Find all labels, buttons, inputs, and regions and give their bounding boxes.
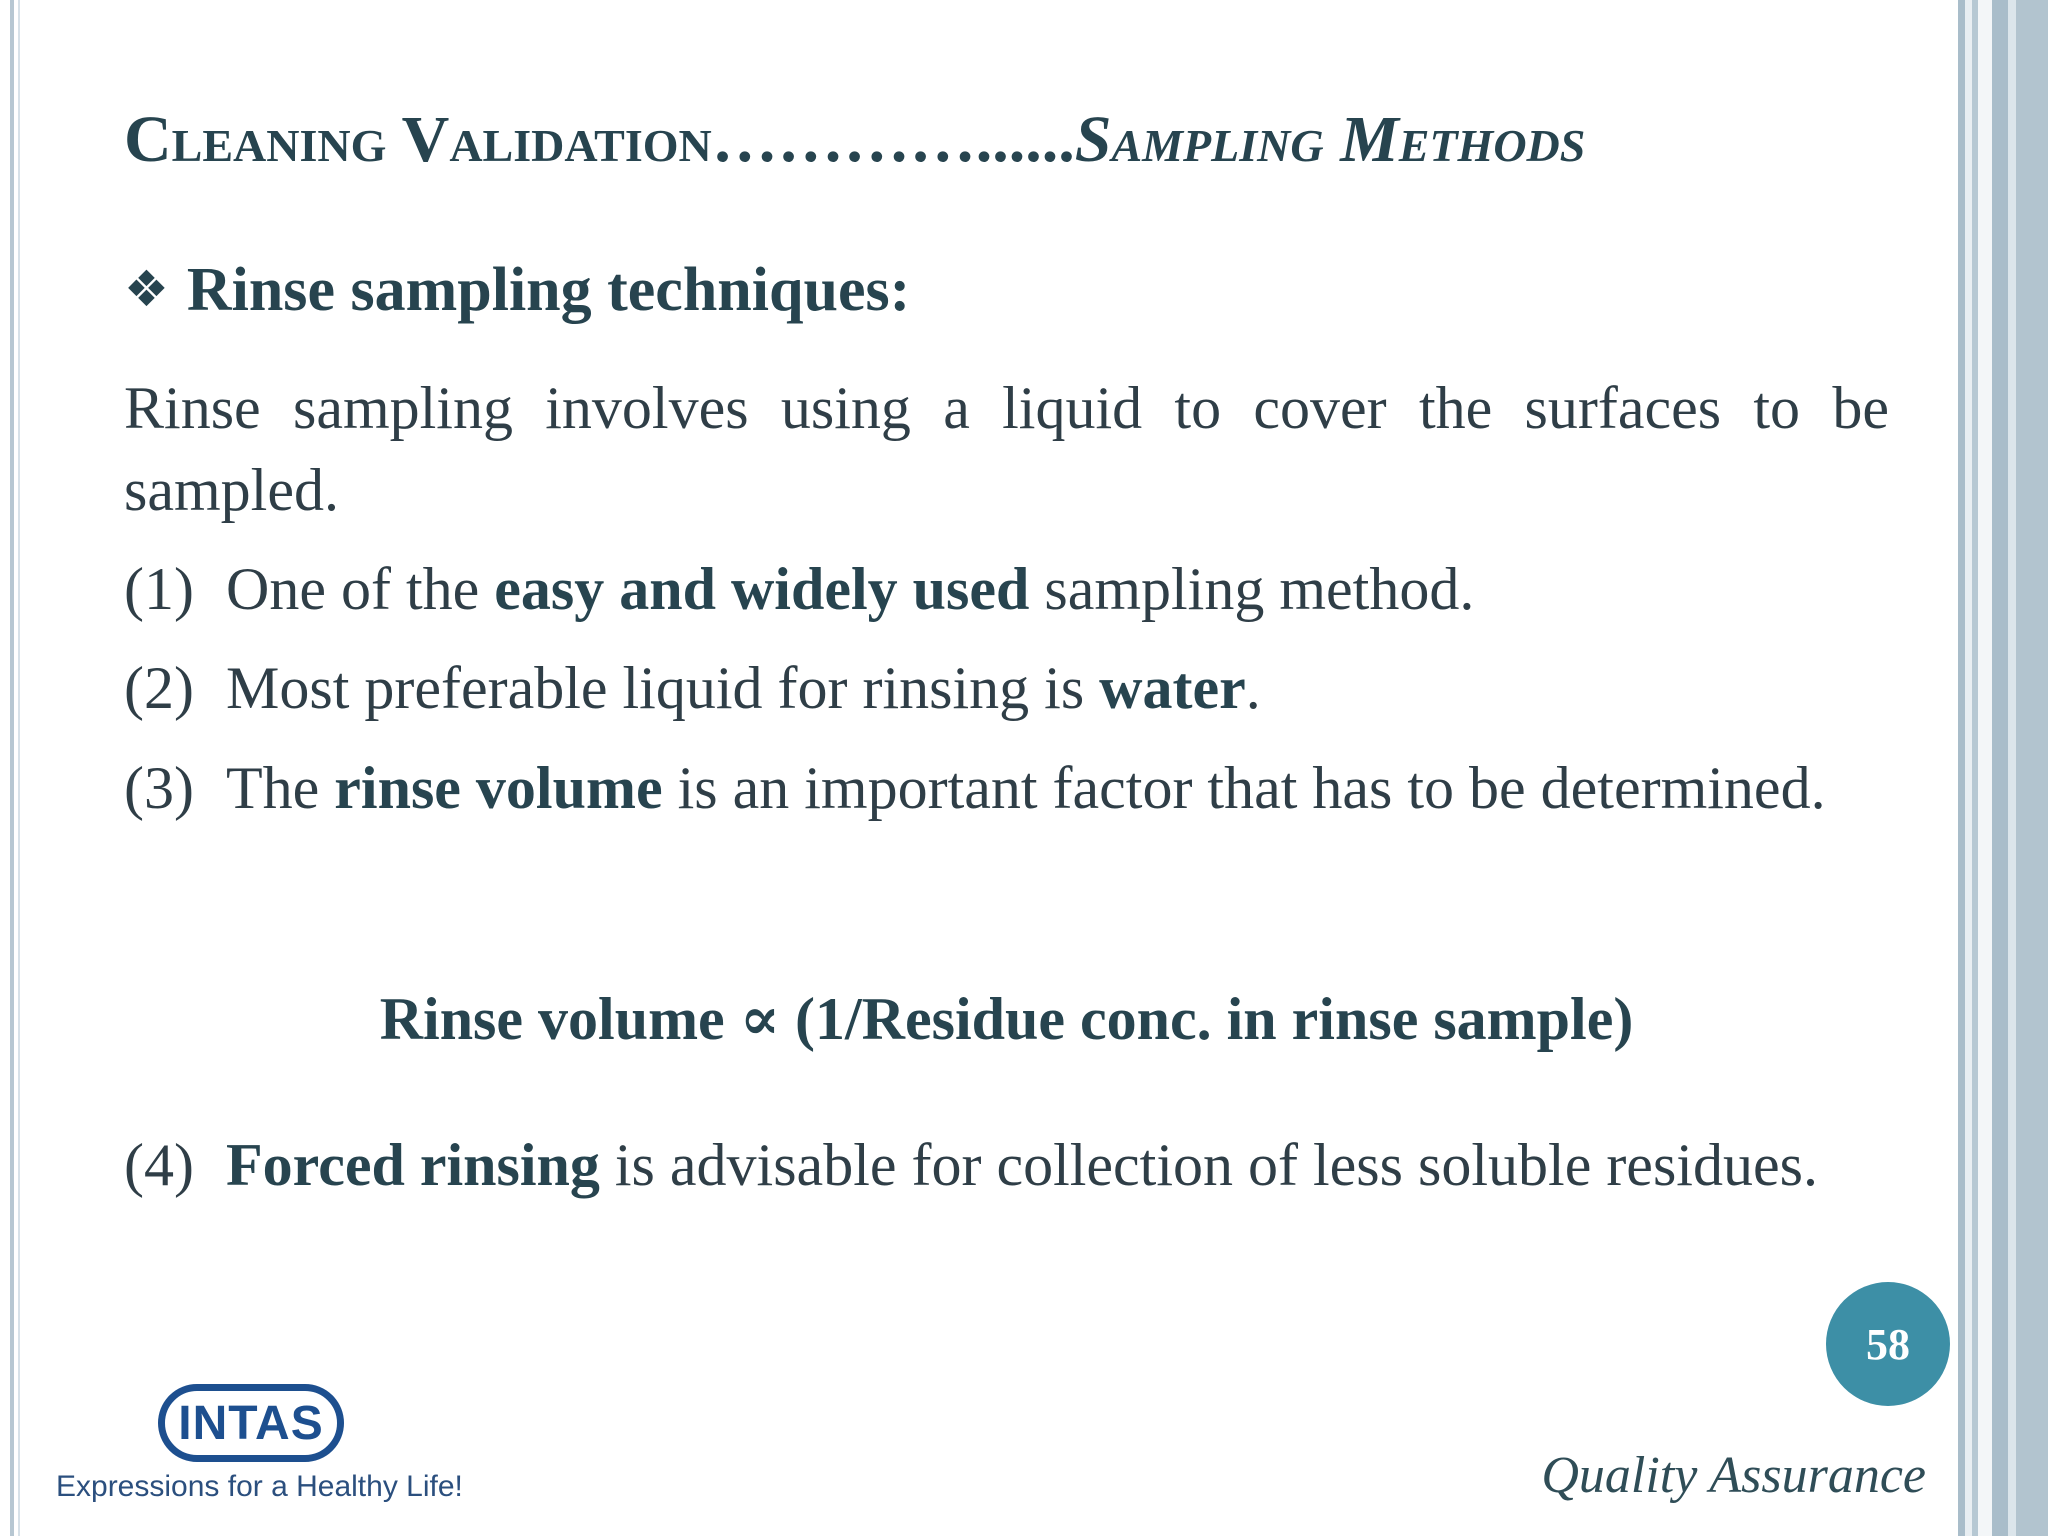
left-border-line-inner xyxy=(18,0,20,1536)
list-item-number: (1) xyxy=(124,556,194,622)
list-item: (4) Forced rinsing is advisable for collection of less soluble residues. xyxy=(124,1124,1889,1206)
list-item-number: (3) xyxy=(124,755,194,821)
list-item-emphasis: Forced rinsing xyxy=(226,1132,600,1198)
page-number-badge: 58 xyxy=(1826,1282,1950,1406)
footer-department-label: Quality Assurance xyxy=(1541,1447,1926,1504)
slide-title xyxy=(124,100,1924,179)
rinse-volume-formula: Rinse volume ∝ (1/Residue conc. in rinse sample) xyxy=(379,986,1634,1052)
section-heading-text: Rinse sampling techniques: xyxy=(186,256,911,324)
section-heading xyxy=(124,253,910,327)
list-item-number: (4) xyxy=(124,1132,194,1198)
list-item-emphasis: water xyxy=(1099,655,1246,721)
slide-title-main: Cleaning Validation…………...... xyxy=(124,103,1075,176)
list-item: (3) The rinse volume is an important factor that has to be determined. xyxy=(124,747,1889,829)
slide-title-subtitle: Sampling Methods xyxy=(1074,103,1586,176)
right-decorative-stripes xyxy=(1958,0,2048,1536)
intro-paragraph: Rinse sampling involves using a liquid to cover the surfaces to be sampled. xyxy=(124,375,1889,523)
list-item: (1) One of the easy and widely used sampling method. xyxy=(124,548,1889,630)
left-border-line xyxy=(10,0,14,1536)
diamond-bullet-icon: ❖ xyxy=(124,260,169,318)
list-item-number: (2) xyxy=(124,655,194,721)
list-item-emphasis: easy and widely used xyxy=(494,556,1030,622)
list-item-emphasis: rinse volume xyxy=(334,755,663,821)
intas-logo: INTAS xyxy=(158,1384,344,1462)
company-tagline: Expressions for a Healthy Life! xyxy=(56,1470,463,1503)
list-item: (2) Most preferable liquid for rinsing is water. xyxy=(124,647,1889,729)
